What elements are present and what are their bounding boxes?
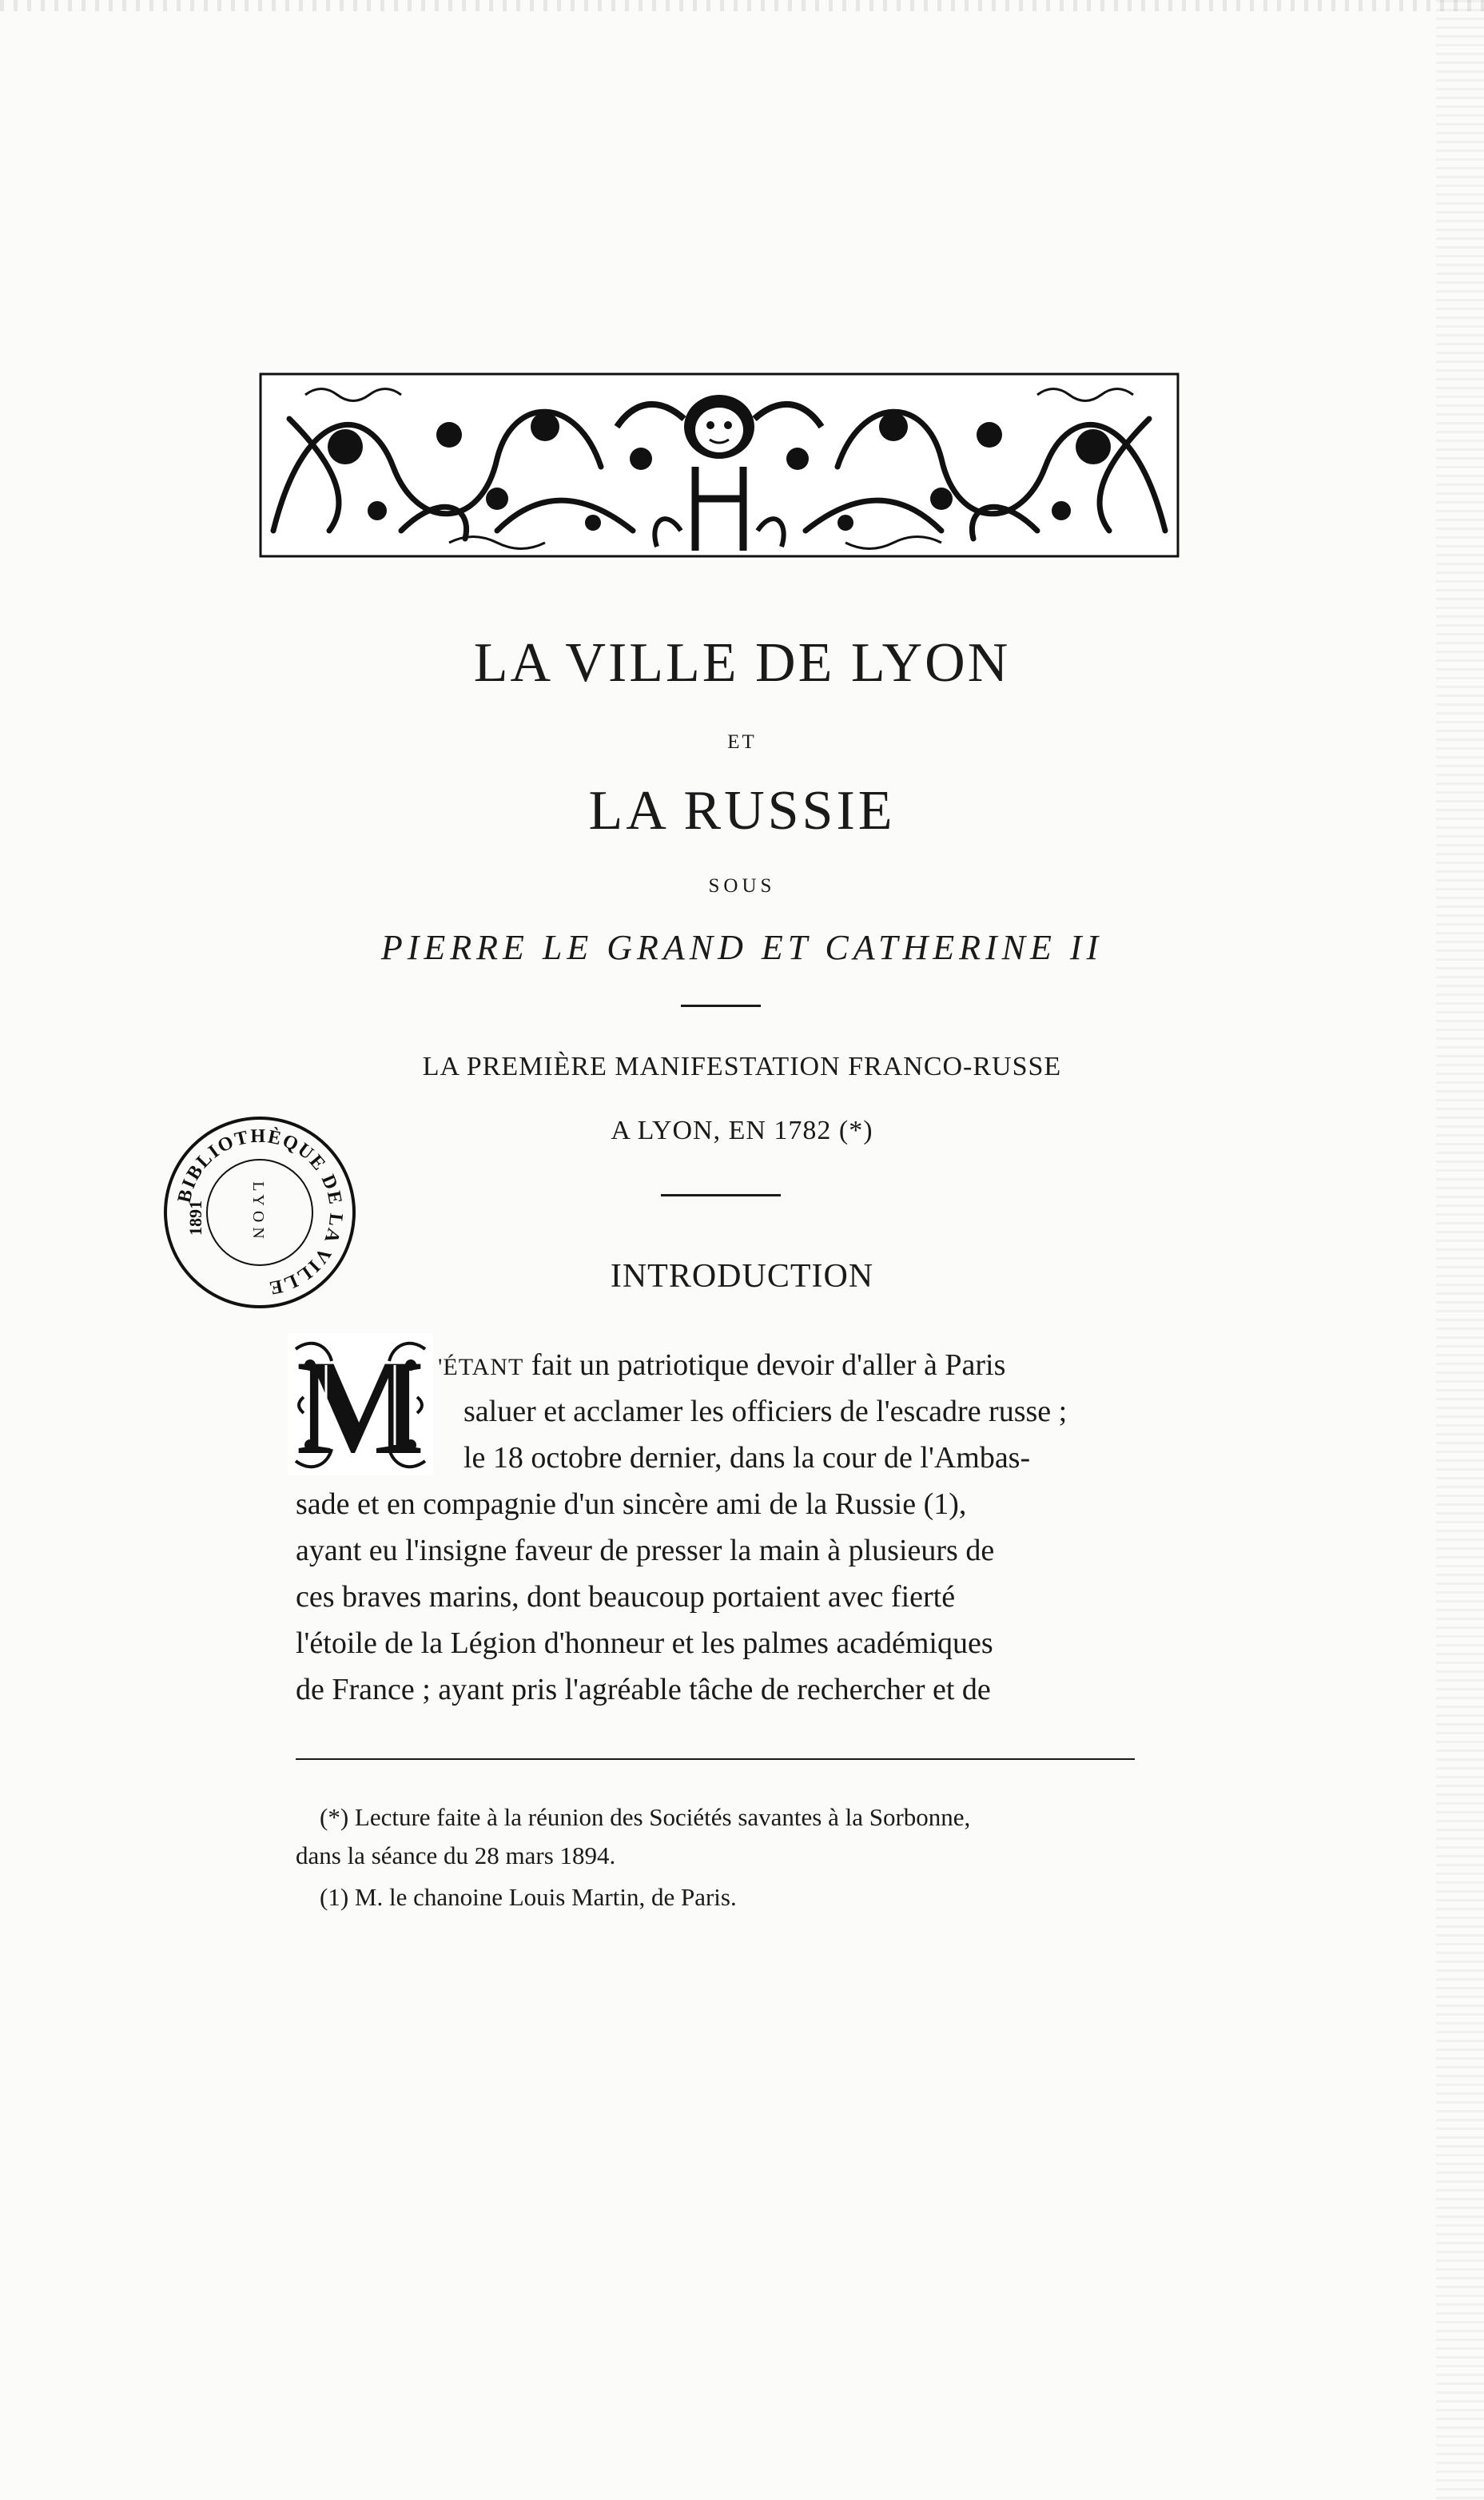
body-line-1 [438,1348,1005,1387]
stamp-year: 1891 [185,1200,205,1236]
dropcap-letter: M [296,1333,425,1475]
ornamental-headpiece [257,371,1181,559]
footnote-asterisk-continued: dans la séance du 28 mars 1894. [296,1841,616,1869]
dropcap-ornament [288,1333,433,1475]
library-stamp [160,1113,360,1312]
body-line-2: saluer et acclamer les officiers de l'escadre russe ; [464,1395,1068,1428]
page-top-edge [0,0,1484,11]
section-heading: INTRODUCTION [610,1258,874,1295]
subtitle-rule [661,1194,781,1196]
title-line-2: LA RUSSIE [588,780,896,842]
body-line-4: sade et en compagnie d'un sincère ami de la Russie (1), [296,1487,967,1521]
body-line-6: ces braves marins, dont beaucoup portaient avec fierté [296,1580,956,1614]
footnote-1: (1) M. le chanoine Louis Martin, de Paris. [320,1883,737,1911]
title-line-3: PIERRE LE GRAND ET CATHERINE II [380,928,1104,967]
stamp-center-text: LYON [249,1181,267,1244]
page-right-edge [1436,0,1484,2500]
body-line-5: ayant eu l'insigne faveur de presser la main à plusieurs de [296,1534,995,1567]
title-line-1: LA VILLE DE LYON [473,632,1011,694]
body-line-7: l'étoile de la Légion d'honneur et les palmes académiques [296,1626,993,1660]
title-rule [681,1005,761,1007]
body-line-8: de France ; ayant pris l'agréable tâche de rechercher et de [296,1673,991,1706]
title-conjunction: ET [727,731,757,753]
stamp-ring-text: BIBLIOTHÈQUE DE LA VILLE [173,1125,347,1299]
body-line-lead: 'ÉTANT [438,1354,524,1380]
body-line-text: fait un patriotique devoir d'aller à Paris [523,1348,1006,1382]
subtitle-line-1: LA PREMIÈRE MANIFESTATION FRANCO-RUSSE [422,1052,1062,1081]
footnote-asterisk: (*) Lecture faite à la réunion des Sociétés savantes à la Sorbonne, [320,1803,971,1831]
body-line-3: le 18 octobre dernier, dans la cour de l'Ambas- [464,1441,1031,1475]
subtitle-line-2: A LYON, EN 1782 (*) [611,1116,873,1145]
title-preposition: SOUS [708,875,776,897]
footnote-rule [296,1758,1135,1760]
